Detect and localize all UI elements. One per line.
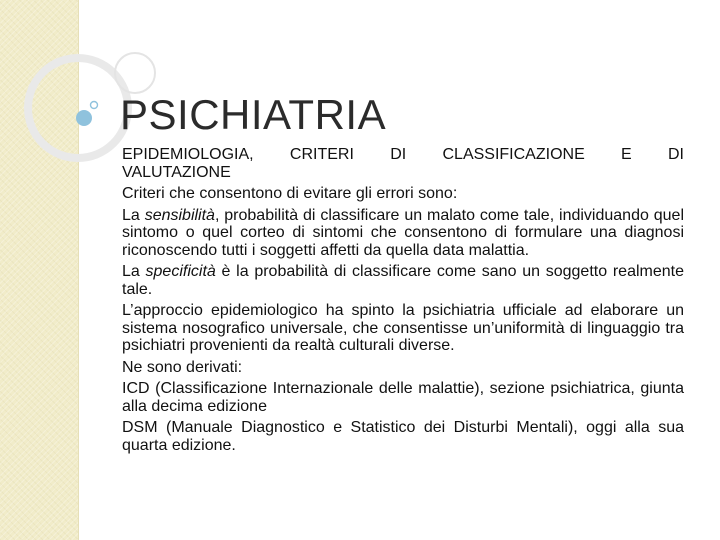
text-fragment: La [122, 263, 146, 280]
paragraph-derivati: Ne sono derivati: [122, 358, 243, 376]
decorative-dot-small [91, 102, 98, 109]
text-fragment: è la probabilità di classificare come sano un soggetto realmente tale. [122, 263, 684, 298]
term-sensibilita: sensibilità [144, 206, 215, 224]
paragraph-criteri: Criteri che consentono di evitare gli errori sono: [122, 185, 458, 202]
text-fragment: La [122, 206, 145, 224]
paragraph-dsm: DSM (Manuale Diagnostico e Statistico dei Disturbi Mentali), oggi alla sua quarta edizione. [122, 419, 684, 454]
heading-continuation: VALUTAZIONE [122, 163, 231, 181]
heading-word: DI [390, 146, 407, 163]
slide-body [122, 146, 684, 458]
paragraph-specificita [122, 263, 684, 298]
paragraph-sensibilita [122, 207, 684, 260]
decorative-ring-small [115, 53, 155, 93]
subtitle-heading [122, 146, 684, 181]
text-fragment: , probabilità di classificare un malato come tale, individuando quel sintomo o quel corteo di sintomi che consentono di formulare una diagnosi riconoscendo tutti i soggetti affetti da quella data malattia. [122, 206, 685, 259]
heading-word: EPIDEMIOLOGIA, [122, 146, 254, 163]
heading-word: DI [668, 146, 684, 163]
slide-title: PSICHIATRIA [120, 91, 387, 138]
heading-word: E [621, 146, 632, 163]
heading-word: CLASSIFICAZIONE [442, 146, 585, 163]
paragraph-approccio: L’approccio epidemiologico ha spinto la psichiatria ufficiale ad elaborare un sistema nosografico universale, che consentisse un’uniformità di linguaggio tra psichiatri provenienti da realtà culturali diverse. [122, 302, 684, 354]
heading-word: CRITERI [289, 146, 354, 163]
decorative-side-band [0, 0, 79, 540]
term-specificita: specificità [145, 263, 216, 280]
paragraph-icd: ICD (Classificazione Internazionale delle malattie), sezione psichiatrica, giunta alla decima edizione [122, 380, 684, 415]
